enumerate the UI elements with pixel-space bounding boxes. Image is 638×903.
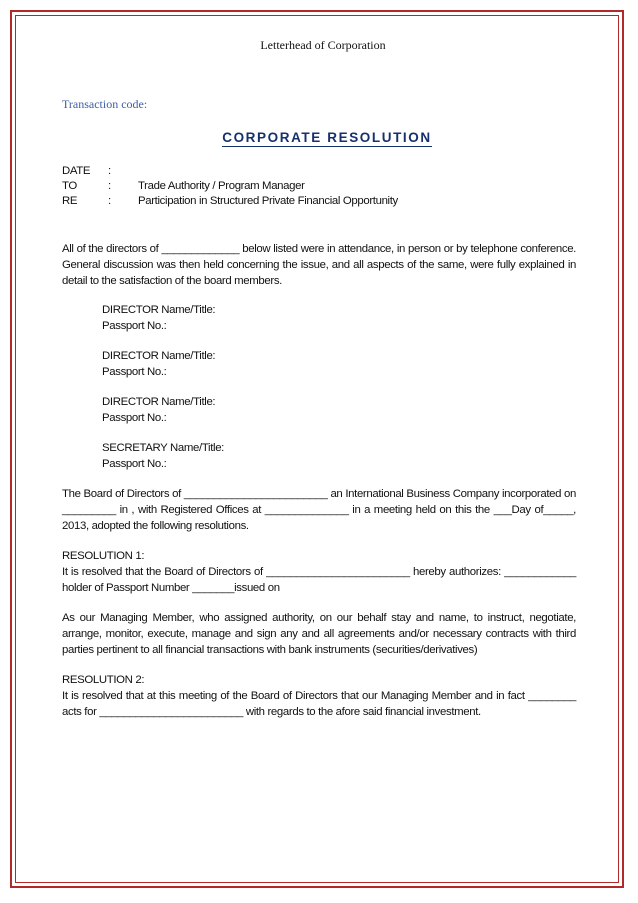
header-row-date xyxy=(62,164,576,179)
header-key: RE xyxy=(62,195,78,207)
director-name-title: DIRECTOR Name/Title: xyxy=(102,304,216,316)
transaction-code-label: Transaction code: xyxy=(62,97,148,111)
attendance-paragraph: All of the directors of _____________ below listed were in attendance, in person or by telephone conference. General discussion was then held concerning the issue, and all aspects of the same, were fully explained in detail to the satisfaction of the board members. xyxy=(62,243,576,287)
director-passport: Passport No.: xyxy=(102,366,167,378)
header-key: DATE xyxy=(62,165,91,177)
director-passport: Passport No.: xyxy=(102,412,167,424)
header-row-to xyxy=(62,179,576,194)
director-entry xyxy=(102,302,576,334)
header-value: Trade Authority / Program Manager xyxy=(138,180,305,192)
secretary-name-title: SECRETARY Name/Title: xyxy=(102,442,224,454)
resolution-2-text: It is resolved that at this meeting of the Board of Directors that our Managing Member and in fact ________ acts for ________________________ with regards to the afore said financial investment. xyxy=(62,690,576,718)
managing-member-paragraph: As our Managing Member, who assigned authority, on our behalf stay and name, to instruct, negotiate, arrange, monitor, execute, manage and sign any and all agreements and/or necessary contracts with third parties pertinent to all financial transactions with bank instruments (securities/derivatives) xyxy=(62,612,576,656)
resolution-2 xyxy=(62,672,576,720)
director-name-title: DIRECTOR Name/Title: xyxy=(102,396,216,408)
header-key: TO xyxy=(62,180,77,192)
header-value: Participation in Structured Private Financial Opportunity xyxy=(138,195,398,207)
resolution-1-text: It is resolved that the Board of Directors of ________________________ hereby authorizes: ____________ holder of Passport Number _______issued on xyxy=(62,566,576,594)
document-title xyxy=(78,130,576,145)
director-name-title: DIRECTOR Name/Title: xyxy=(102,350,216,362)
directors-list xyxy=(102,302,576,472)
document-title-text: CORPORATE RESOLUTION xyxy=(222,130,432,145)
director-passport: Passport No.: xyxy=(102,320,167,332)
board-paragraph: The Board of Directors of ________________________ an International Business Company incorporated on _________ in , with Registered Offices at ______________ in a meeting held on this the ___Day of_____, 2013, adopted the following resolutions. xyxy=(62,488,576,532)
header-colon: : xyxy=(108,180,111,192)
director-entry xyxy=(102,348,576,380)
resolution-2-heading: RESOLUTION 2: xyxy=(62,674,145,686)
secretary-passport: Passport No.: xyxy=(102,458,167,470)
secretary-entry xyxy=(102,440,576,472)
resolution-1 xyxy=(62,548,576,596)
document-page xyxy=(62,38,576,720)
letterhead: Letterhead of Corporation xyxy=(260,38,386,52)
resolution-1-heading: RESOLUTION 1: xyxy=(62,550,145,562)
director-entry xyxy=(102,394,576,426)
header-colon: : xyxy=(108,195,111,207)
header-colon: : xyxy=(108,165,111,177)
memo-header xyxy=(62,164,576,209)
header-row-re xyxy=(62,194,576,209)
